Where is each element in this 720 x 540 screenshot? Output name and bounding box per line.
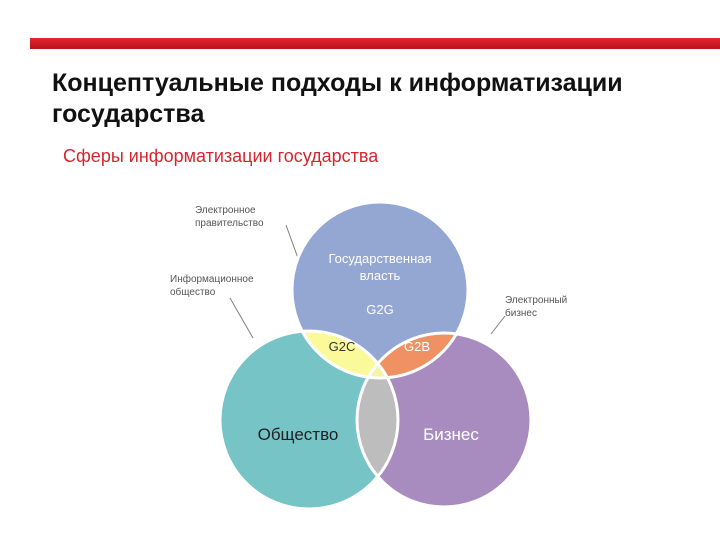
business-label: Бизнес — [423, 425, 479, 444]
e-business-callout: Электронный — [505, 295, 568, 306]
e-government-callout: Электронное — [195, 205, 256, 216]
government-label-line2: власть — [359, 268, 401, 283]
e-government-callout-line2: правительство — [195, 218, 264, 229]
e-business-callout-line2: бизнес — [505, 308, 537, 319]
slide-title: Концептуальные подходы к информатизации государства — [52, 69, 623, 128]
government-label: Государственная — [328, 251, 432, 266]
slide-subtitle: Сферы информатизации государства — [63, 146, 379, 166]
info-society-callout-line2: общество — [170, 287, 216, 298]
g2c-label: G2C — [328, 339, 356, 354]
e-business-leader — [491, 316, 505, 334]
society-label: Общество — [257, 425, 339, 444]
g2b-label: G2B — [403, 339, 431, 354]
info-society-callout: Информационное — [170, 274, 254, 285]
g2g-label: G2G — [366, 302, 394, 317]
info-society-leader — [230, 298, 253, 338]
